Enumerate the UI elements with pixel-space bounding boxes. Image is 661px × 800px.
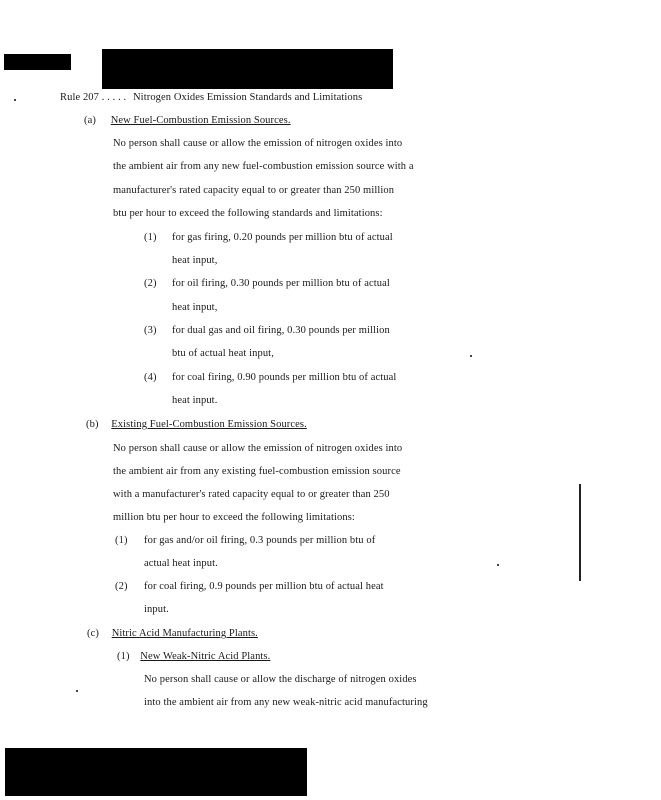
section-c-sub-number: (1) (117, 651, 130, 662)
section-a-item-number: (3) (144, 325, 157, 336)
section-b-item-text-cont: actual heat input. (144, 558, 218, 569)
redaction-top-center (102, 49, 393, 89)
section-c-sub-heading: New Weak-Nitric Acid Plants. (140, 651, 271, 662)
section-a-body-line: btu per hour to exceed the following standards and limitations: (113, 208, 383, 219)
section-a-item-text: for dual gas and oil firing, 0.30 pounds per million (172, 325, 390, 336)
section-a-item-text-cont: heat input, (172, 302, 218, 313)
section-a-heading-line (84, 115, 291, 126)
section-a-item-text: for oil firing, 0.30 pounds per million btu of actual (172, 278, 390, 289)
section-a-item-text: for gas firing, 0.20 pounds per million btu of actual (172, 232, 393, 243)
section-b-heading-line (86, 419, 307, 430)
section-a-item-text-cont: btu of actual heat input, (172, 348, 274, 359)
section-c-sub-body-line: No person shall cause or allow the discharge of nitrogen oxides (144, 674, 417, 685)
section-a-body-line: No person shall cause or allow the emission of nitrogen oxides into (113, 138, 403, 149)
section-b-item-text: for coal firing, 0.9 pounds per million btu of actual heat (144, 581, 384, 592)
rule-number: Rule 207 . . . . . (60, 92, 127, 103)
section-b-item-text-cont: input. (144, 604, 169, 615)
rule-title: Nitrogen Oxides Emission Standards and Limitations (133, 92, 363, 103)
section-c-sub-body-line: into the ambient air from any new weak-nitric acid manufacturing (144, 697, 428, 708)
scan-speck (497, 564, 499, 566)
section-a-item-text: for coal firing, 0.90 pounds per million btu of actual (172, 372, 397, 383)
section-b-item-number: (2) (115, 581, 128, 592)
redaction-top-left (4, 54, 71, 70)
rule-header (60, 92, 362, 103)
section-a-item-number: (4) (144, 372, 157, 383)
scan-speck (470, 355, 472, 357)
section-a-body-line: manufacturer's rated capacity equal to or greater than 250 million (113, 185, 395, 196)
section-b-body-line: with a manufacturer's rated capacity equal to or greater than 250 (113, 489, 390, 500)
section-b-body-line: No person shall cause or allow the emission of nitrogen oxides into (113, 443, 403, 454)
section-b-item-number: (1) (115, 535, 128, 546)
section-b-heading: Existing Fuel-Combustion Emission Sources. (111, 419, 307, 430)
section-b-label: (b) (86, 419, 99, 430)
section-a-item-text-cont: heat input, (172, 255, 218, 266)
section-b-item-text: for gas and/or oil firing, 0.3 pounds per million btu of (144, 535, 376, 546)
section-c-heading: Nitric Acid Manufacturing Plants. (111, 628, 258, 639)
section-a-item-number: (2) (144, 278, 157, 289)
section-b-body-line: the ambient air from any existing fuel-combustion emission source (113, 466, 401, 477)
section-a-heading: New Fuel-Combustion Emission Sources. (110, 115, 291, 126)
section-b-body-line: million btu per hour to exceed the following limitations: (113, 512, 355, 523)
section-a-item-number: (1) (144, 232, 157, 243)
section-c-heading-line (87, 628, 258, 639)
scan-speck (76, 690, 78, 692)
redaction-bottom-left (5, 748, 307, 796)
margin-change-bar (579, 484, 581, 581)
section-a-body-line: the ambient air from any new fuel-combustion emission source with a (113, 161, 414, 172)
scan-speck (14, 99, 16, 101)
section-c-sub-heading-line (117, 651, 270, 662)
section-a-label: (a) (84, 115, 96, 126)
section-c-label: (c) (87, 628, 99, 639)
section-a-item-text-cont: heat input. (172, 395, 218, 406)
